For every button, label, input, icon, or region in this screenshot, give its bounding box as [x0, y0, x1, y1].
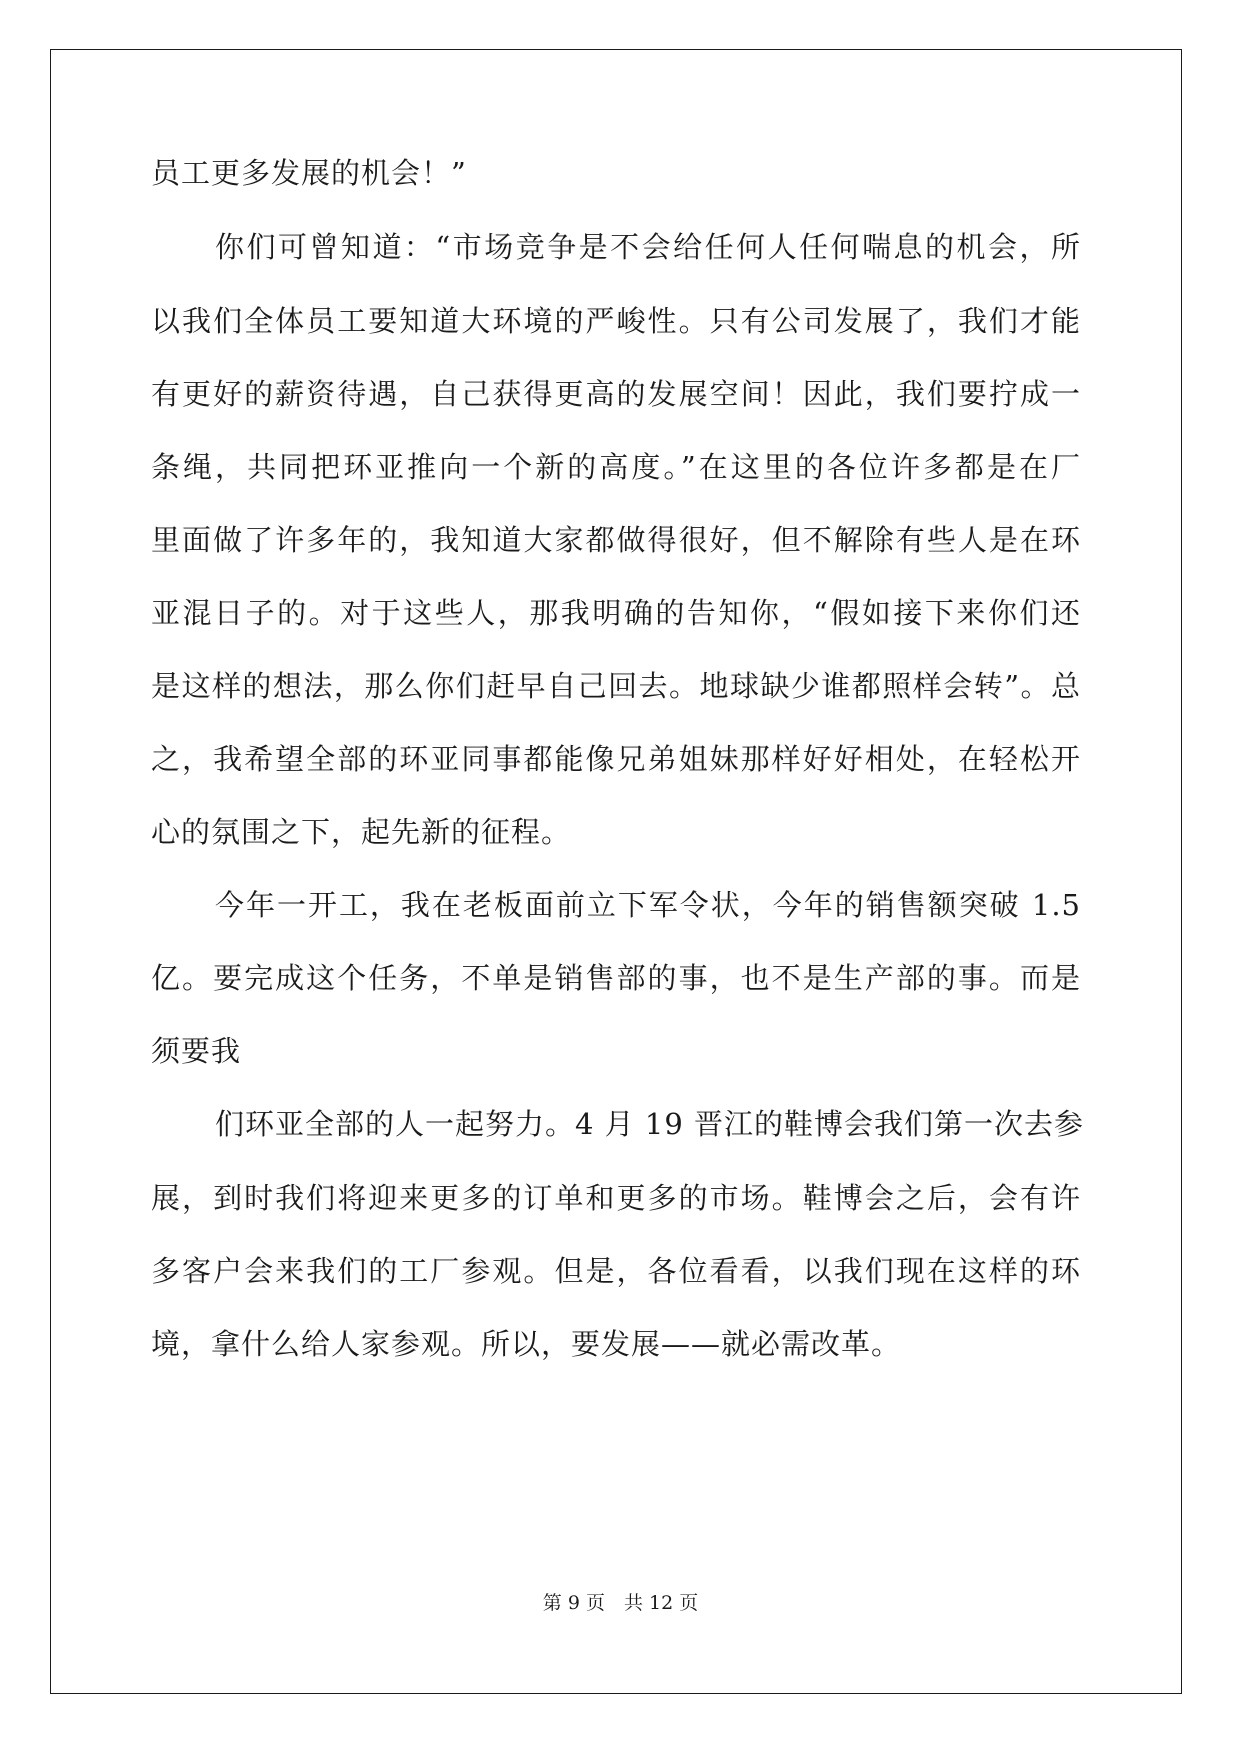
text-line: 条绳，共同把环亚推向一个新的高度。”在这里的各位许多都是在厂 [151, 450, 1081, 484]
text-line: 亚混日子的。对于这些人，那我明确的告知你，“假如接下来你们还 [151, 596, 1081, 630]
text-line: 心的氛围之下，起先新的征程。 [151, 815, 572, 849]
text-line: 展，到时我们将迎来更多的订单和更多的市场。鞋博会之后，会有许 [151, 1181, 1081, 1215]
text-line: 有更好的薪资待遇，自己获得更高的发展空间！因此，我们要拧成一 [151, 377, 1081, 411]
text-line: 之，我希望全部的环亚同事都能像兄弟姐妹那样好好相处，在轻松开 [151, 742, 1081, 776]
text-line: 多客户会来我们的工厂参观。但是，各位看看，以我们现在这样的环 [151, 1254, 1081, 1288]
text-line: 亿。要完成这个任务，不单是销售部的事，也不是生产部的事。而是 [151, 961, 1081, 995]
text-line: 们环亚全部的人一起努力。4 月 19 晋江的鞋博会我们第一次去参 [215, 1107, 1085, 1141]
text-line: 里面做了许多年的，我知道大家都做得很好，但不解除有些人是在环 [151, 523, 1081, 557]
text-line: 是这样的想法，那么你们赶早自己回去。地球缺少谁都照样会转”。总 [151, 669, 1081, 703]
text-line: 须要我 [151, 1034, 242, 1068]
text-line: 你们可曾知道：“市场竞争是不会给任何人任何喘息的机会，所 [215, 230, 1081, 264]
text-line: 以我们全体员工要知道大环境的严峻性。只有公司发展了，我们才能 [151, 304, 1081, 338]
text-line: 员工更多发展的机会！” [151, 156, 467, 190]
text-line: 今年一开工，我在老板面前立下军令状，今年的销售额突破 1.5 [215, 888, 1081, 922]
text-line: 境，拿什么给人家参观。所以，要发展——就必需改革。 [151, 1327, 902, 1361]
page-footer: 第 9 页 共 12 页 [542, 1592, 699, 1614]
